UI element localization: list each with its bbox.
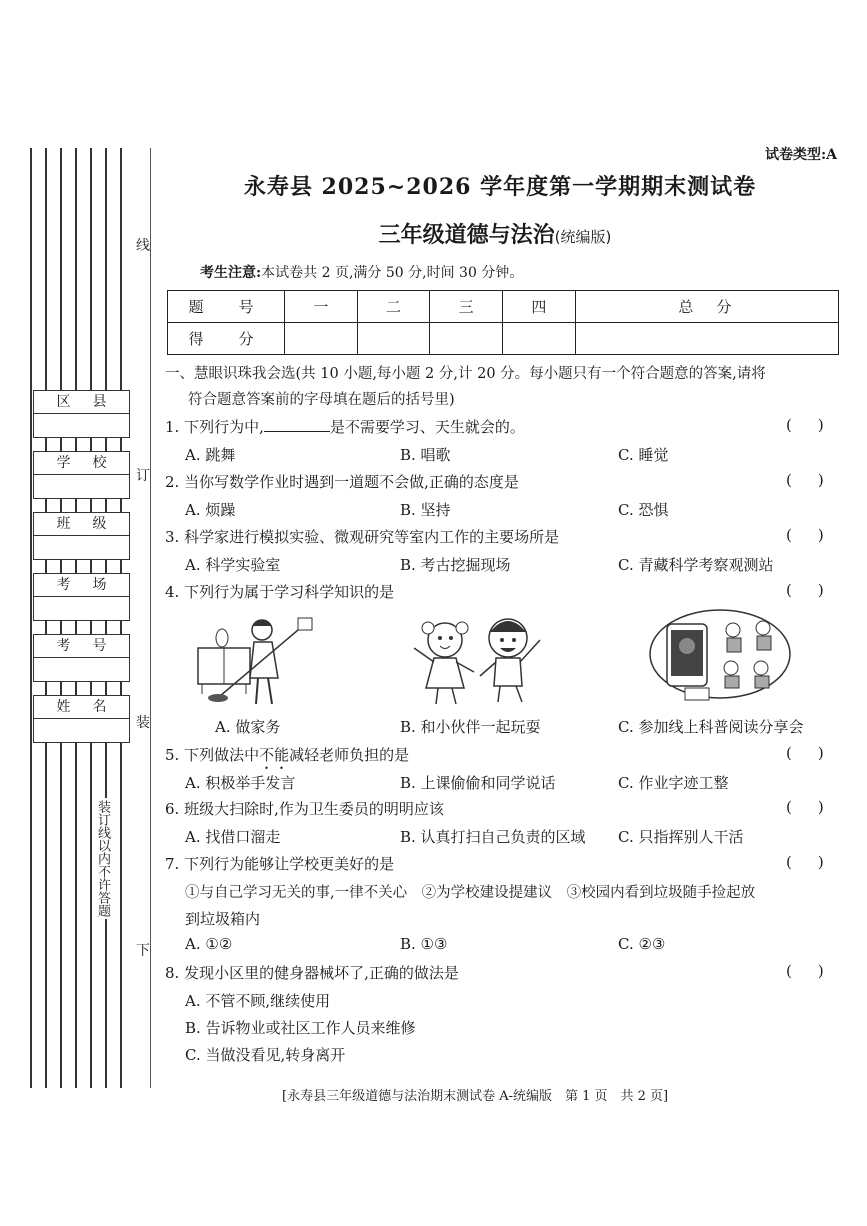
paper-type: 试卷类型:A [764, 147, 837, 163]
exam-title: 永寿县 2025~2026 学年度第一学期期末测试卷 [243, 174, 757, 200]
score-table-row: 得 分 [168, 323, 839, 355]
score-cell[interactable] [503, 323, 576, 355]
question-7-statements-cont: 到垃圾箱内 [185, 910, 261, 928]
option-a: A. ①② [185, 935, 233, 953]
option-b: B. 考古挖掘现场 [400, 556, 511, 574]
question-7: 7. 下列行为能够让学校更美好的是 [165, 855, 395, 873]
binding-warning: 装订线以内不许答题 [95, 800, 110, 917]
option-b: B. 认真打扫自己负责的区域 [400, 828, 586, 846]
answer-paren[interactable]: () [786, 962, 850, 980]
option-c: C. 作业字迹工整 [618, 774, 729, 792]
option-a: A. 烦躁 [185, 501, 236, 519]
housework-illustration [180, 608, 320, 708]
question-1: 1. 下列行为中, 是不需要学习、天生就会的。 [165, 418, 525, 436]
question-2: 2. 当你写数学作业时遇到一道题不会做,正确的态度是 [165, 473, 519, 491]
option-b: B. 告诉物业或社区工作人员来维修 [185, 1019, 416, 1037]
field-name[interactable]: 姓名 [33, 695, 130, 743]
score-table-header: 题 号 一 二 三 四 总 分 [168, 291, 839, 323]
option-c: C. ②③ [618, 935, 666, 953]
question-8: 8. 发现小区里的健身器械坏了,正确的做法是 [165, 964, 459, 982]
option-c: C. 参加线上科普阅读分享会 [618, 718, 804, 736]
field-school[interactable]: 学校 [33, 451, 130, 499]
section-heading-cont: 符合题意答案前的字母填在题后的括号里) [188, 392, 455, 408]
score-table [167, 290, 839, 355]
candidate-notice: 考生注意:本试卷共 2 页,满分 50 分,时间 30 分钟。 [200, 265, 524, 281]
binding-line [30, 148, 32, 1088]
score-cell[interactable] [575, 323, 838, 355]
binding-mark: 订 [136, 465, 150, 485]
exam-subtitle: 三年级道德与法治(统编版) [378, 223, 612, 248]
option-c: C. 只指挥别人干活 [618, 828, 744, 846]
option-a: A. 积极举手发言 [185, 774, 296, 792]
playing-children-illustration [400, 610, 550, 710]
option-b: B. 和小伙伴一起玩耍 [400, 718, 541, 736]
answer-paren[interactable]: () [786, 581, 850, 599]
section-heading: 一、慧眼识珠我会选(共 10 小题,每小题 2 分,计 20 分。每小题只有一个符合题意的答案,请将 [165, 366, 766, 382]
answer-paren[interactable]: () [786, 798, 850, 816]
score-cell[interactable] [285, 323, 358, 355]
question-6: 6. 班级大扫除时,作为卫生委员的明明应该 [165, 800, 444, 818]
option-a: A. 做家务 [215, 718, 281, 736]
score-cell[interactable] [357, 323, 430, 355]
question-3: 3. 科学家进行模拟实验、微观研究等室内工作的主要场所是 [165, 528, 560, 546]
answer-paren[interactable]: () [786, 744, 850, 762]
option-a: A. 跳舞 [185, 446, 236, 464]
question-7-statements: ①与自己学习无关的事,一律不关心 ②为学校建设提建议 ③校园内看到垃圾随手捡起放 [185, 885, 756, 901]
binding-mark: 下 [136, 940, 150, 960]
option-a: A. 科学实验室 [185, 556, 281, 574]
binding-mark: 线 [136, 235, 150, 255]
answer-blank[interactable] [264, 417, 330, 432]
option-a: A. 找借口溜走 [185, 828, 281, 846]
field-district[interactable]: 区县 [33, 390, 130, 438]
online-reading-illustration [645, 606, 795, 712]
option-a: A. 不管不顾,继续使用 [185, 992, 331, 1010]
score-cell[interactable] [430, 323, 503, 355]
answer-paren[interactable]: () [786, 416, 850, 434]
field-class[interactable]: 班级 [33, 512, 130, 560]
option-b: B. 坚持 [400, 501, 451, 519]
question-5: 5. 下列做法中不能减轻老师负担的是 [165, 746, 410, 764]
binding-mark: 装 [136, 712, 150, 732]
option-b: B. 上课偷偷和同学说话 [400, 774, 556, 792]
question-4: 4. 下列行为属于学习科学知识的是 [165, 583, 395, 601]
field-exam-room[interactable]: 考场 [33, 573, 130, 621]
option-c: C. 青藏科学考察观测站 [618, 556, 774, 574]
answer-paren[interactable]: () [786, 853, 850, 871]
option-c: C. 当做没看见,转身离开 [185, 1046, 346, 1064]
field-exam-number[interactable]: 考号 [33, 634, 130, 682]
option-c: C. 恐惧 [618, 501, 669, 519]
answer-paren[interactable]: () [786, 526, 850, 544]
answer-paren[interactable]: () [786, 471, 850, 489]
page-footer: [永寿县三年级道德与法治期末测试卷 A-统编版 第 1 页 共 2 页] [282, 1089, 669, 1104]
option-b: B. 唱歌 [400, 446, 451, 464]
cut-line [150, 148, 151, 1088]
option-c: C. 睡觉 [618, 446, 669, 464]
option-b: B. ①③ [400, 935, 448, 953]
